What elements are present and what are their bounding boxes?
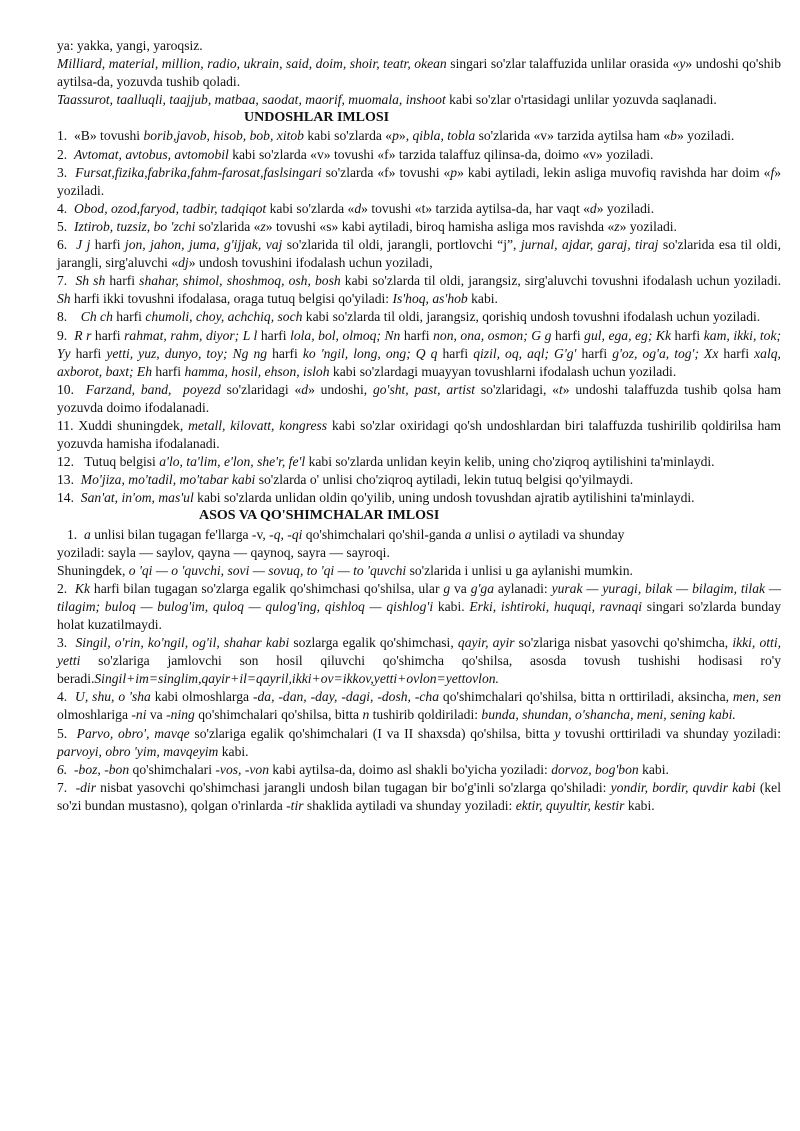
rule-11: 11. Xuddi shuningdek, metall, kilovatt, kongress kabi so'zlar oxiridagi qo'sh undoshlardan biri talaffuzda tushirilib qoldirilsa ham yozuvda hamisha ifodalanadi. — [57, 417, 782, 452]
asos-rule-1-note: Shuningdek, o 'qi — o 'quvchi, sovi — sovuq, to 'qi — to 'quvchi so'zlarida i unlisi u ga aylanishi mumkin. — [57, 562, 633, 578]
heading-undoshlar-imlosi: UNDOSHLAR IMLOSI — [244, 110, 390, 126]
asos-rule-1-cont: yoziladi: sayla — saylov, qayna — qaynoq, sayra — sayroqi. — [57, 544, 390, 560]
rule-9: 9. R r harfi rahmat, rahm, diyor; L l harfi lola, bol, olmoq; Nn harfi non, ona, osmon; G g harfi gul, ega, eg; Kk harfi kam, ikki, tok; Yy harfi yetti, yuz, dunyo, toy; Ng ng harfi ko 'ngil, long, ong; Q q harfi qizil, oq, aql; G'g' harfi g'oz, og'a, tog'; Xx harfi xalq, axborot, baxt; Eh harfi hamma, hosil, ehson, isloh kabi so'zlardagi muayyan tovushlarni ifodalash uchun yoziladi. — [57, 327, 782, 379]
rule-13: 13. Mo'jiza, mo'tadil, mo'tabar kabi so'zlarda o' unlisi cho'ziqroq aytiladi, lekin tutuq belgisi qo'yilmaydi. — [57, 472, 634, 488]
asos-rule-4: 4. U, shu, o 'sha kabi olmoshlarga -da, -dan, -day, -dagi, -dosh, -cha qo'shimchalari qo'shilsa, bitta n orttiriladi, aksincha, men, sen olmoshlariga -ni va -ning qo'shimchalari qo'shilsa, bitta n tushirib qoldiriladi: bunda, shundan, o'shancha, meni, sening kabi. — [57, 689, 782, 723]
intro-para-1: Milliard, material, million, radio, ukrain, said, doim, shoir, teatr, okean singari so'zlar talaffuzida unlilar orasida «y» undoshi qo'shib aytilsa-da, yozuvda tushib qoladi. — [57, 56, 781, 90]
asos-rule-2: 2. Kk harfi bilan tugagan so'zlarga egalik qo'shimchasi qo'shilsa, ular g va g'ga aylanadi: yurak — yuragi, bilak — bilagim, tilak — tilagim; buloq — bulog'im, quloq — qulog'ing, qishloq — qishlog'i kabi. Erki, ishtiroki, huquqi, ravnaqi singari so'zlarda bunday holat kuzatilmaydi. — [57, 580, 782, 632]
asos-rule-5: 5. Parvo, obro', mavqe so'zlariga egalik qo'shimchalari (I va II shaxsda) qo'shilsa, bitta y tovushi orttiriladi va shunday yoziladi: parvoyi, obro 'yim, mavqeyim kabi. — [57, 725, 781, 759]
asos-rule-1: 1. a unlisi bilan tugagan fe'llarga -v, -q, -qi qo'shimchalari qo'shil-ganda a unlisi o aytiladi va shunday — [67, 526, 625, 542]
asos-rule-7: 7. -dir nisbat yasovchi qo'shimchasi jarangli undosh bilan tugagan bir bo'g'inli so'zlarga qo'shiladi: yondir, bordir, quvdir kabi (kel so'zi bundan mustasno), qolgan o'rinlarda -tir shaklida aytiladi va shunday yoziladi: ektir, quyultir, kestir kabi. — [57, 779, 781, 813]
rule-10: 10. Farzand, band, poyezd so'zlaridagi «d» undoshi, go'sht, past, artist so'zlaridagi, «t» undoshi talaffuzda tushib qolsa ham yozuvda doimo ifodalanadi. — [57, 381, 782, 415]
document-page — [57, 37, 781, 815]
rule-3: 3. Fursat,fizika,fabrika,fahm-farosat,faslsingari so'zlarda «f» tovushi «p» kabi aytiladi, lekin asliga muvofiq ravishda har doim «f» yoziladi. — [57, 164, 782, 198]
asos-rule-6: 6. -boz, -bon qo'shimchalari -vos, -von kabi aytilsa-da, doimo asl shakli bo'yicha yoziladi: dorvoz, bog'bon kabi. — [57, 761, 669, 777]
rule-12: 12. Tutuq belgisi a'lo, ta'lim, e'lon, she'r, fe'l kabi so'zlarda unlidan keyin kelib, uning cho'ziqroq aytilishini ta'minlaydi. — [57, 454, 715, 470]
rule-8: 8. Ch ch harfi chumoli, choy, achchiq, soch kabi so'zlarda til oldi, jarangsiz, qorishiq undosh tovushni ifodalash uchun yoziladi. — [57, 309, 761, 325]
heading-asos-qoshimchalar: ASOS VA QO'SHIMCHALAR IMLOSI — [199, 508, 440, 524]
rule-5: 5. Iztirob, tuzsiz, bo 'zchi so'zlarida «z» tovushi «s» kabi aytiladi, biroq hamisha asliga mos ravishda «z» yoziladi. — [57, 218, 677, 234]
intro-para-2: Taassurot, taalluqli, taajjub, matbaa, saodat, maorif, muomala, inshoot kabi so'zlar o'rtasidagi unlilar yozuvda saqlanadi. — [57, 92, 717, 108]
rule-4: 4. Obod, ozod,faryod, tadbir, tadqiqot kabi so'zlarda «d» tovushi «t» tarzida aytilsa-da, har vaqt «d» yoziladi. — [57, 200, 655, 216]
rule-1: 1. «B» tovushi borib,javob, hisob, bob, xitob kabi so'zlarda «p», qibla, tobla so'zlarida «v» tarzida aytilsa ham «b» yoziladi. — [57, 128, 735, 144]
rule-14: 14. San'at, in'om, mas'ul kabi so'zlarda unlidan oldin qo'yilib, uning undosh tovushdan ajratib aytilishini ta'minlaydi. — [57, 490, 695, 506]
asos-rule-3: 3. Singil, o'rin, ko'ngil, og'il, shahar kabi sozlarga egalik qo'shimchasi, qayir, ayir so'zlariga nisbat yasovchi qo'shimcha, ikki, otti, yetti so'zlariga jamlovchi son hosil qiluvchi qo'shimcha qo'shilsa, asosda tovush tushishi hodisasi ro'y beradi.Singil+im=singlim,qayir+il=qayril,ikki+ov=ikkov,yetti+ovlon=yettovlon. — [57, 635, 782, 687]
intro-line-1: ya: yakka, yangi, yaroqsiz. — [57, 38, 203, 53]
rule-7: 7. Sh sh harfi shahar, shimol, shoshmoq, osh, bosh kabi so'zlarda til oldi, jarangsiz, sirg'aluvchi tovushni ifodalash uchun yoziladi. Sh harfi ikki tovushni ifodalasa, oraga tutuq belgisi qo'yiladi: Is'hoq, as'hob kabi. — [57, 273, 782, 307]
rule-2: 2. Avtomat, avtobus, avtomobil kabi so'zlarda «v» tovushi «f» tarzida talaffuz qilinsa-da, doimo «v» yoziladi. — [57, 146, 654, 162]
rule-6: 6. J j harfi jon, jahon, juma, g'ijjak, vaj so'zlarida til oldi, jarangli, portlovchi “j”, jurnal, ajdar, garaj, tiraj so'zlarida esa til oldi, jarangli, sirg'aluvchi «dj» undosh tovushini ifodalash uchun yoziladi, — [57, 237, 782, 271]
